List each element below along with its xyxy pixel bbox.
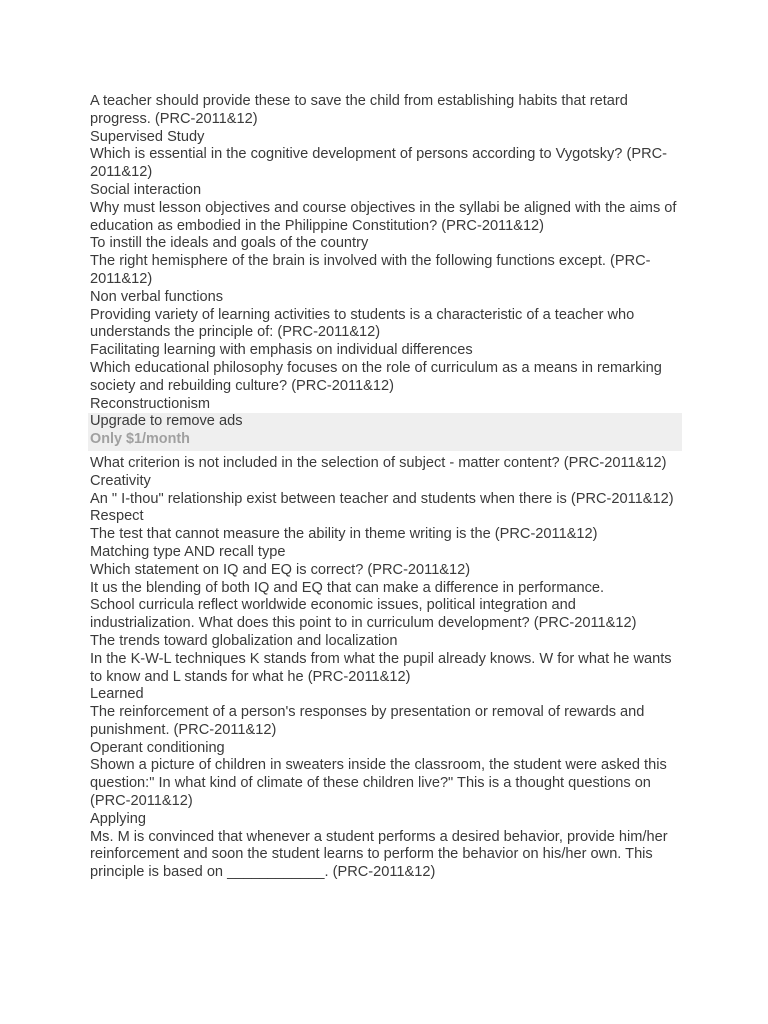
question-text: In the K-W-L techniques K stands from what the pupil already knows. W for what he wants to know and L stands for what he (PRC-2011&12) — [90, 650, 672, 685]
qa-item — [90, 597, 680, 650]
answer-text: Learned — [90, 686, 144, 703]
answer-text: To instill the ideals and goals of the country — [90, 235, 369, 252]
qa-item — [90, 146, 680, 199]
answer-text: Reconstructionism — [90, 395, 211, 412]
qa-item — [90, 491, 680, 527]
question-text: The right hemisphere of the brain is involved with the following functions except. (PRC-2011&12) — [90, 253, 651, 287]
qa-item — [90, 526, 680, 562]
answer-text: Matching type AND recall type — [90, 543, 286, 560]
qa-item — [90, 360, 680, 413]
answer-text: Non verbal functions — [90, 288, 224, 305]
question-text: Which educational philosophy focuses on the role of curriculum as a means in remarking society and rebuilding culture? (PRC-2011&12) — [90, 359, 662, 394]
question-text: An " I-thou" relationship exist between teacher and students when there is (PRC-2011&12) — [90, 490, 674, 507]
qa-item — [90, 455, 680, 491]
answer-text: Creativity — [90, 472, 151, 489]
question-text: The reinforcement of a person's responses by presentation or removal of rewards and punishment. (PRC-2011&12) — [90, 704, 645, 738]
answer-text: Operant conditioning — [90, 739, 225, 756]
question-text: Providing variety of learning activities to students is a characteristic of a teacher who understands the principle of: (PRC-2011&12) — [90, 306, 635, 341]
answer-text: Respect — [90, 508, 144, 525]
document-body — [90, 93, 680, 882]
answer-text: Applying — [90, 810, 146, 827]
question-text: Which is essential in the cognitive development of persons according to Vygotsky? (PRC-2011&12) — [90, 146, 668, 181]
question-text: Ms. M is convinced that whenever a student performs a desired behavior, provide him/her reinforcement and soon the student learns to perform the behavior on his/her own. This principle is based on ____________. (PRC-2011&12) — [90, 828, 668, 881]
question-text: Which statement on IQ and EQ is correct? (PRC-2011&12) — [90, 561, 471, 578]
question-text: School curricula reflect worldwide economic issues, political integration and industrialization. What does this point to in curriculum development? (PRC-2011&12) — [90, 597, 637, 632]
question-text: What criterion is not included in the selection of subject - matter content? (PRC-2011&12) — [90, 454, 667, 471]
question-text: Shown a picture of children in sweaters inside the classroom, the student were asked this question:" In what kind of climate of these children live?" This is a thought questions on (PRC-2011&12) — [90, 757, 667, 810]
qa-item — [90, 704, 680, 757]
qa-item — [90, 253, 680, 306]
qa-item — [90, 93, 680, 146]
qa-item — [90, 757, 680, 828]
answer-text: It us the blending of both IQ and EQ that can make a difference in performance. — [90, 579, 605, 596]
qa-item — [90, 829, 680, 882]
answer-text: Social interaction — [90, 181, 202, 198]
qa-item — [90, 651, 680, 704]
qa-item — [90, 562, 680, 598]
answer-text: Facilitating learning with emphasis on individual differences — [90, 342, 473, 359]
qa-item — [90, 307, 680, 360]
upgrade-link[interactable]: Upgrade to remove ads — [90, 413, 243, 430]
upgrade-ad-banner[interactable] — [88, 413, 682, 451]
answer-text: Supervised Study — [90, 128, 205, 145]
answer-text: The trends toward globalization and localization — [90, 632, 398, 649]
price-text: Only $1/month — [90, 431, 190, 448]
question-text: A teacher should provide these to save the child from establishing habits that retard progress. (PRC-2011&12) — [90, 93, 628, 127]
question-text: The test that cannot measure the ability in theme writing is the (PRC-2011&12) — [90, 526, 598, 543]
question-text: Why must lesson objectives and course objectives in the syllabi be aligned with the aims of education as embodied in the Philippine Constitution? (PRC-2011&12) — [90, 199, 677, 234]
qa-item — [90, 200, 680, 253]
